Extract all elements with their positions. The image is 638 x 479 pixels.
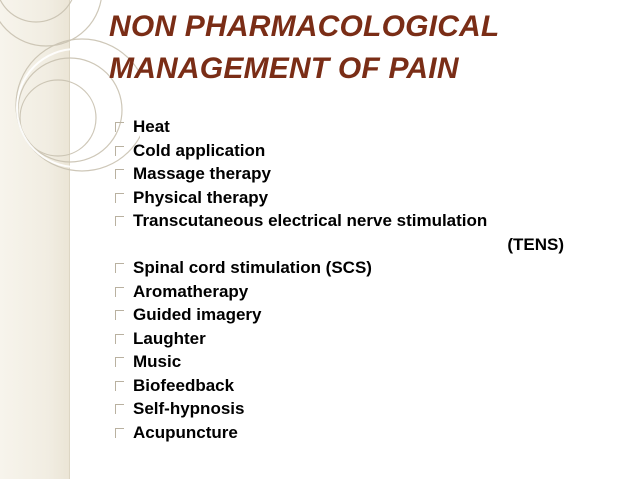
square-bullet-icon — [115, 193, 124, 203]
list-item — [112, 209, 582, 256]
list-item-label: Self-hypnosis — [133, 399, 245, 418]
list-item-label: Biofeedback — [133, 375, 235, 395]
list-item — [112, 327, 582, 351]
list-item-label: Transcutaneous electrical nerve stimulation — [133, 211, 488, 230]
list-item-label: Heat — [133, 117, 170, 136]
list-item-label: Massage therapy — [133, 164, 271, 183]
square-bullet-icon — [115, 169, 124, 179]
list-item-label: Guided imagery — [133, 305, 262, 324]
list-item — [112, 139, 582, 163]
square-bullet-icon — [115, 310, 124, 320]
list-item — [112, 350, 582, 374]
list-item — [112, 397, 582, 421]
square-bullet-icon — [115, 428, 124, 438]
list-item — [112, 186, 582, 210]
list-item-label: Aromatherapy — [133, 281, 249, 301]
list-item-label: Cold application — [133, 140, 266, 160]
square-bullet-icon — [115, 287, 124, 297]
list-item-label: Music — [133, 352, 182, 371]
square-bullet-icon — [115, 216, 124, 226]
square-bullet-icon — [115, 357, 124, 367]
list-item-label: Laughter — [133, 328, 206, 348]
bullet-list — [112, 115, 582, 444]
list-item — [112, 280, 582, 304]
square-bullet-icon — [115, 263, 124, 273]
list-item-label: Spinal cord stimulation (SCS) — [133, 258, 372, 277]
square-bullet-icon — [115, 146, 124, 156]
list-item-label: Acupuncture — [133, 422, 238, 442]
list-item — [112, 374, 582, 398]
square-bullet-icon — [115, 381, 124, 391]
list-item — [112, 303, 582, 327]
square-bullet-icon — [115, 122, 124, 132]
list-item — [112, 115, 582, 139]
square-bullet-icon — [115, 334, 124, 344]
list-item-label: Physical therapy — [133, 187, 269, 207]
list-item — [112, 256, 582, 280]
slide-title: NON PHARMACOLOGICAL MANAGEMENT OF PAIN — [109, 10, 499, 85]
list-item-continuation: (TENS) — [507, 234, 564, 254]
list-item — [112, 162, 582, 186]
square-bullet-icon — [115, 404, 124, 414]
list-item — [112, 421, 582, 445]
